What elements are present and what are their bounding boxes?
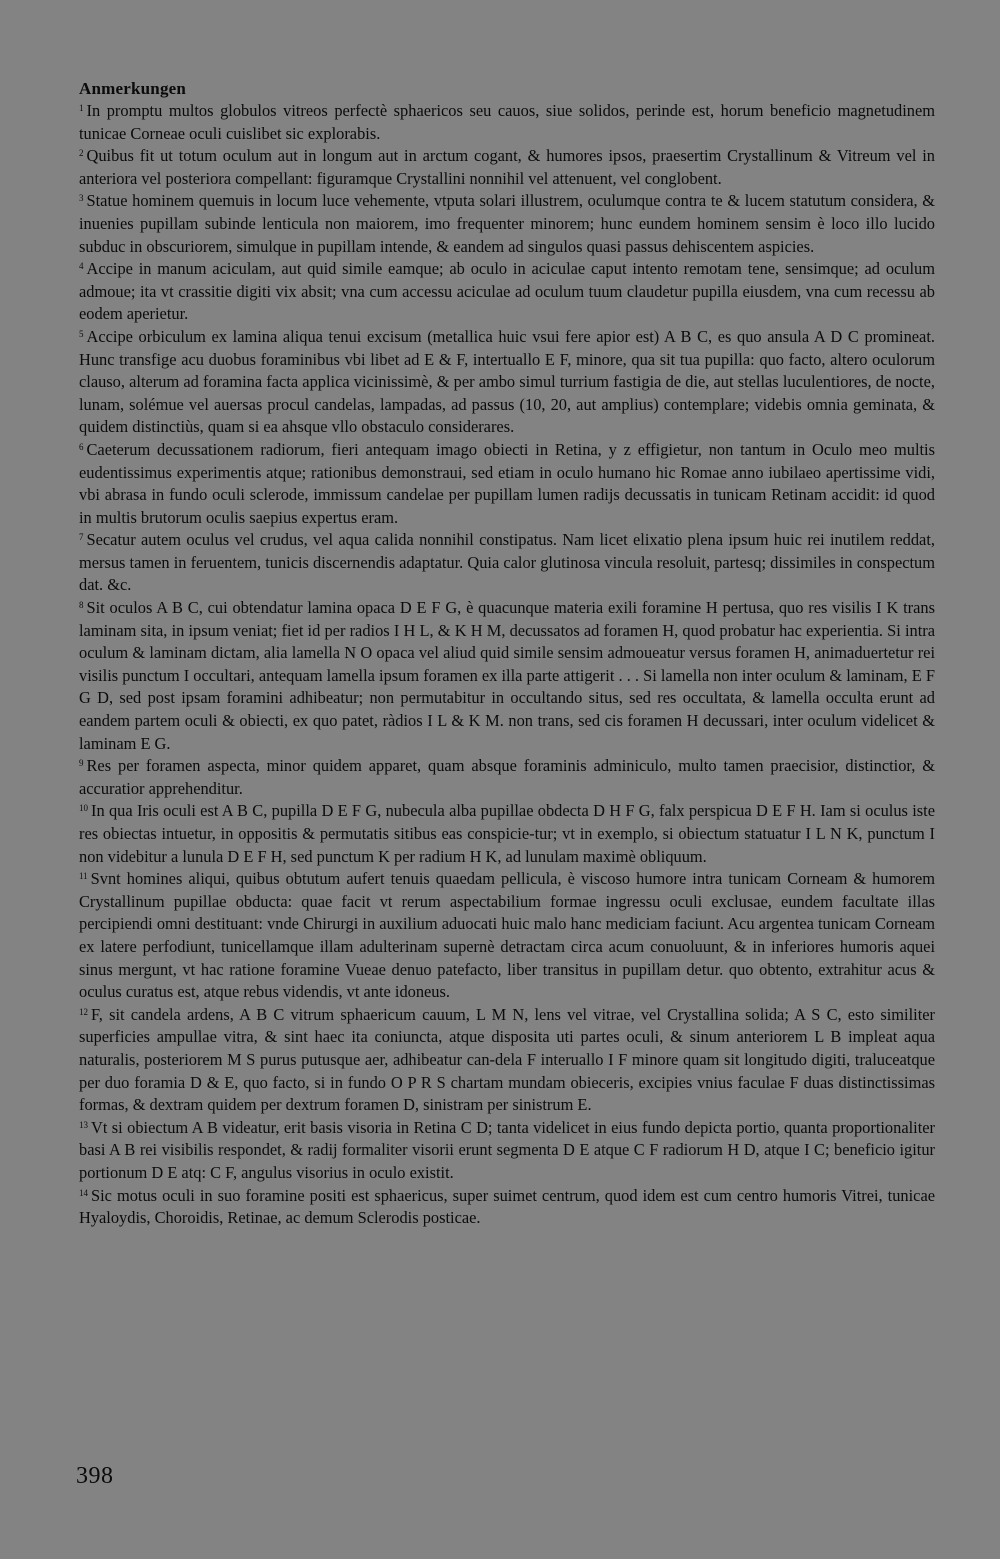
page-heading: Anmerkungen bbox=[79, 79, 187, 98]
footnote-text: Statue hominem quemuis in locum luce vehemente, vtputa solari illustrem, oculumque contra te & lucem statutum considera, & inuenies pupillam subinde lenticula non maiorem, imo frequenter minorem; hunc eundem hominem sensim è loco illo lucido subduc in obscuriorem, simulque in pupillam intende, & eandem ad singulos quasi passus dehiscentem aspicies. bbox=[79, 191, 935, 256]
footnote-number: 8 bbox=[79, 600, 84, 611]
footnote-number: 3 bbox=[79, 193, 84, 204]
footnote bbox=[79, 597, 935, 755]
footnote-text: Secatur autem oculus vel crudus, vel aqua calida nonnihil constipatus. Nam licet elixatio plena ipsum huic rei inutilem reddat, mersus tamen in feruentem, tunicis discernendis adaptatur. Quia calor glutinosa vincula resoluit, partesq; dissimiles in conspectum dat. &c. bbox=[79, 530, 935, 595]
footnote bbox=[79, 145, 935, 190]
footnote bbox=[79, 1004, 935, 1117]
footnote-number: 2 bbox=[79, 148, 84, 159]
footnote-number: 4 bbox=[79, 261, 84, 272]
footnote bbox=[79, 190, 935, 258]
footnote-text: In qua Iris oculi est A B C, pupilla D E F G, nubecula alba pupillae obdecta D H F G, falx perspicua D E F H. Iam si oculus iste res obiectas intuetur, in oppositis & permutatis sitibus eas conspicie-tur; vt in exemplo, si obiectum statuatur I L N K, punctum I non videbitur a lunula D E F H, sed punctum K per radium H K, ad lunulam maximè obliquum. bbox=[79, 801, 935, 866]
footnote-number: 10 bbox=[79, 803, 88, 814]
footnote-text: Quibus fit ut totum oculum aut in longum aut in arctum cogant, & humores ipsos, praesertim Crystallinum & Vitreum vel in anteriora vel posteriora compellant: figuramque Crystallini nonnihil vel attenuent, vel conglobent. bbox=[79, 146, 935, 188]
footnote bbox=[79, 326, 935, 439]
footnote-text: Accipe orbiculum ex lamina aliqua tenui excisum (metallica huic vsui fere apior est) A B C, es quo ansula A D C promineat. Hunc transfige acu duobus foraminibus vbi libet ad E & F, intertuallo E F, minore, qua sit tua pupilla: quo facto, altero oculorum clauso, alterum ad foramina facta applica vicinissimè, & per ambo simul turrium fastigia de die, aut stellas luculentiores, de nocte, lunam, solémue vel auersas procul candelas, lampadas, ad passus (10, 20, aut amplius) contemplare; videbis omnia geminata, & quidem distinctiùs, quam si ea ahsque vllo obstaculo considerares. bbox=[79, 326, 935, 437]
footnote bbox=[79, 868, 935, 1004]
footnote-number: 13 bbox=[79, 1119, 88, 1130]
notes-list bbox=[79, 100, 935, 1230]
footnote-text: Svnt homines aliqui, quibus obtutum aufert tenuis quaedam pellicula, è viscoso humore intra tunicam Corneam & humorem Crystallinum pupillae obducta: quae facit vt rerum aspectabilium formae ingressu oculi exclusae, eundem facultate illas percipiendi omni destituant: vnde Chirurgi in auxilium aduocati huic malo hanc mediciam faciunt. Acu argentea tunicam Corneam ex latere perfodiunt, tunicellamque illam adulterinam supernè detractam circa acum conuoluunt, & in inferiores humoris aquei sinus mergunt, vt hac ratione foramine Vueae denuo patefacto, liber transitus in pupillam detur. quo obtento, extrahitur acus & oculus curatus est, atque rebus videndis, vt ante idoneus. bbox=[79, 869, 935, 1002]
footnote-text: Accipe in manum aciculam, aut quid simile eamque; ab oculo in aciculae caput intento remotam tene, sensimque; ad oculum admoue; ita vt crassitie digiti vix absit; vna cum accessu aciculae ad oculum tuum claudetur pupilla eiusdem, vna cum recessu ab eodem aperietur. bbox=[79, 259, 935, 324]
footnote-text: Vt si obiectum A B videatur, erit basis visoria in Retina C D; tanta videlicet in eius fundo depicta portio, quanta proportionaliter basi A B rei visibilis respondet, & radij formaliter visorii erunt segmenta D E atque C F radiorum H D, atque I C; beneficio igitur portionum D E atq: C F, angulus visorius in oculo existit. bbox=[79, 1117, 935, 1182]
footnote-number: 7 bbox=[79, 532, 84, 543]
footnote bbox=[79, 755, 935, 800]
footnote-text: In promptu multos globulos vitreos perfectè sphaericos seu cauos, siue solidos, perinde est, horum beneficio magnetudinem tunicae Corneae oculi cuislibet sic explorabis. bbox=[79, 101, 935, 143]
footnote-text: Sic motus oculi in suo foramine positi est sphaericus, super suimet centrum, quod idem est cum centro humoris Vitrei, tunicae Hyaloydis, Choroidis, Retinae, ac demum Sclerodis posticae. bbox=[79, 1185, 935, 1228]
footnote bbox=[79, 439, 935, 529]
footnote-number: 11 bbox=[79, 871, 88, 882]
footnote bbox=[79, 1117, 935, 1185]
footnote bbox=[79, 529, 935, 597]
footnote-text: Caeterum decussationem radiorum, fieri antequam imago obiecti in Retina, y z effigietur, non tantum in Oculo meo multis eudentissimus experimentis atque; rationibus demonstraui, sed etiam in oculo humano hic Romae anno iubilaeo apertissime vidi, vbi abrasa in fundo oculi sclerode, immissum candelae per pupillam lumen radijs decussatis in tunicam Retinam accidit: id quod in multis brutorum oculis saepius expertus eram. bbox=[79, 439, 935, 527]
footnote bbox=[79, 1185, 935, 1230]
footnote-text: Res per foramen aspecta, minor quidem apparet, quam absque foraminis adminiculo, multo tamen praecisior, distinctior, & accuratior apprehenditur. bbox=[79, 756, 935, 798]
page-number: 398 bbox=[76, 1463, 114, 1489]
footnote bbox=[79, 258, 935, 326]
footnote bbox=[79, 100, 935, 145]
footnote-number: 14 bbox=[79, 1187, 88, 1198]
footnote-number: 12 bbox=[79, 1006, 88, 1017]
footnote-text: Sit oculos A B C, cui obtendatur lamina opaca D E F G, è quacunque materia exili foramine H pertusa, quo res visilis I K trans laminam sita, in ipsum veniat; fiet id per radios I H L, & K H M, decussatos ad foramen H, quod probatur hac experientia. Si intra oculum & laminam dictam, alia lamella N O opaca vel aliud quid simile sensim admoueatur versus foramen H, animaduertetur rei visilis punctum I occultari, antequam lamella ipsum foramen ex illa parte attigerit . . . Si lamella non inter oculum & laminam, E F G D, sed post ipsam foramini adhibeatur; non permutabitur in occultando situs, sed res occultata, & lamella occulta erunt ad eandem partem oculi & obiecti, ex quo patet, ràdios I L & K M. non trans, sed cis foramen H decussari, inter oculum videlicet & laminam E G. bbox=[79, 598, 935, 753]
notes-page bbox=[79, 78, 935, 1230]
footnote-number: 9 bbox=[79, 758, 84, 769]
footnote-number: 1 bbox=[79, 103, 84, 114]
footnote-number: 5 bbox=[79, 329, 84, 339]
footnote-text: F, sit candela ardens, A B C vitrum sphaericum cauum, L M N, lens vel vitrae, vel Crystallina solida; A S C, esto similiter superficies ampullae vitra, & sint haec ita coniuncta, atque disposita uti partes oculi, & sinum anteriorem L B impleat aqua naturalis, posteriorem M S purus putusque aer, adhibeatur can-dela F interuallo I F minore quam sit longitudo digiti, traluceatque per duo foramia D & E, quo facto, si in fundo O P R S chartam mundam obieceris, excipies vnius faculae F duas distinctissimas formas, & dextram quidem per dextrum foramen D, sinistram per sinistrum E. bbox=[79, 1004, 935, 1115]
footnote bbox=[79, 800, 935, 868]
footnote-number: 6 bbox=[79, 441, 84, 452]
